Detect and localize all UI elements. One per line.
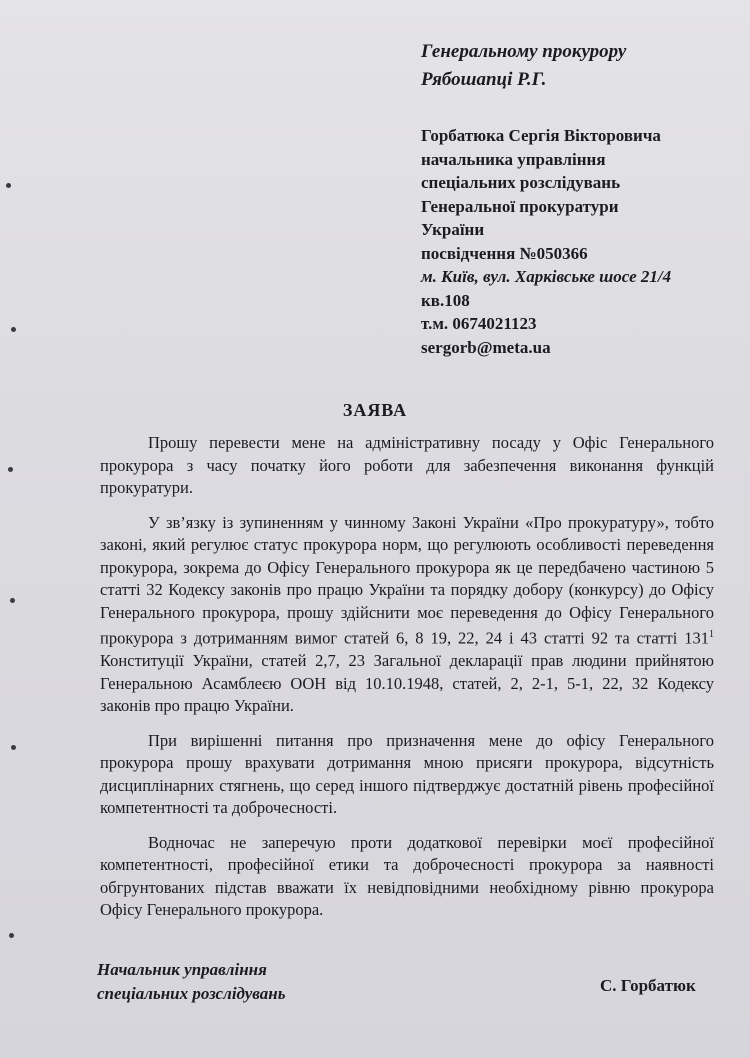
sender-apartment: кв.108	[421, 290, 470, 310]
signature-name: С. Горбатюк	[600, 976, 696, 995]
document-body	[100, 432, 714, 934]
paragraph-consideration: При вирішенні питання про призначення мене до офісу Генерального прокурора прошу врахувати дотримання мною присяги прокурора, відсутність дисциплінарних стягнень, що серед іншого підтверджує достатній рівень професійної компетентності та доброчесності.	[100, 730, 714, 817]
punch-hole-mark	[10, 598, 15, 603]
sender-name: Горбатюка Сергія Вікторовича	[421, 126, 661, 145]
signature-position-line2: спеціальних розслідувань	[97, 984, 286, 1003]
punch-hole-mark	[11, 327, 16, 332]
sender-department: спеціальних розслідувань	[421, 173, 621, 192]
paragraph-legal-basis-text-cont: Конституції України, статей 2,7, 23 Загальної декларації прав людини прийнятою Генеральною Асамблеєю ООН від 10.10.1948, статей, 2, 2-1, 5-1, 22, 32 Кодексу законів про працю України.	[100, 651, 714, 715]
addressee-block	[421, 38, 626, 94]
paragraph-request: Прошу перевести мене на адміністративну посаду у Офіс Генерального прокурора з часу початку його роботи для забезпечення виконання функцій прокуратури.	[100, 433, 714, 497]
sender-id-number: посвідчення №050366	[421, 243, 588, 263]
punch-hole-mark	[6, 183, 11, 188]
superscript-footnote: 1	[709, 629, 714, 640]
sender-email: sergorb@meta.ua	[421, 337, 551, 357]
sender-position: начальника управління	[421, 149, 606, 169]
punch-hole-mark	[8, 467, 13, 472]
sender-organization: Генеральної прокуратури	[421, 196, 619, 216]
paragraph-legal-basis-text: У зв’язку із зупиненням у чинному Законі України «Про прокуратуру», тобто законі, який регулює статус прокурора норм, що регулюють особливості переведення прокурора, зокрема до Офісу Генерального прокурора як це передбачено частиною 5 статті 32 Кодексу законів про працю України та порядку добору (конкурсу) до Офісу Генерального прокурора, прошу здійснити моє переведення до Офісу Генерального прокурора з дотриманням вимог статей 6, 8 19, 22, 24 і 43 статті 92 та статті 131	[100, 512, 714, 648]
sender-organization-country: України	[421, 220, 485, 239]
addressee-title: Генеральному прокурору	[421, 41, 627, 62]
signature-position	[97, 958, 285, 1006]
punch-hole-mark	[11, 745, 16, 750]
signature-position-line1: Начальник управління	[97, 960, 267, 979]
sender-phone: т.м. 0674021123	[421, 314, 537, 333]
sender-block	[421, 124, 671, 359]
document-title: ЗАЯВА	[342, 400, 408, 420]
paragraph-legal-basis	[100, 512, 714, 718]
punch-hole-mark	[9, 933, 14, 938]
sender-address: м. Київ, вул. Харківське шосе 21/4	[421, 267, 672, 286]
paragraph-verification: Водночас не заперечую проти додаткової перевірки моєї професійної компетентності, професійної етики та доброчесності прокурора за наявності обгрунтованих підстав вважати їх невідповідними необхідному рівню прокурора Офісу Генерального прокурора.	[100, 832, 714, 919]
addressee-name: Рябошапці Р.Г.	[421, 69, 547, 90]
